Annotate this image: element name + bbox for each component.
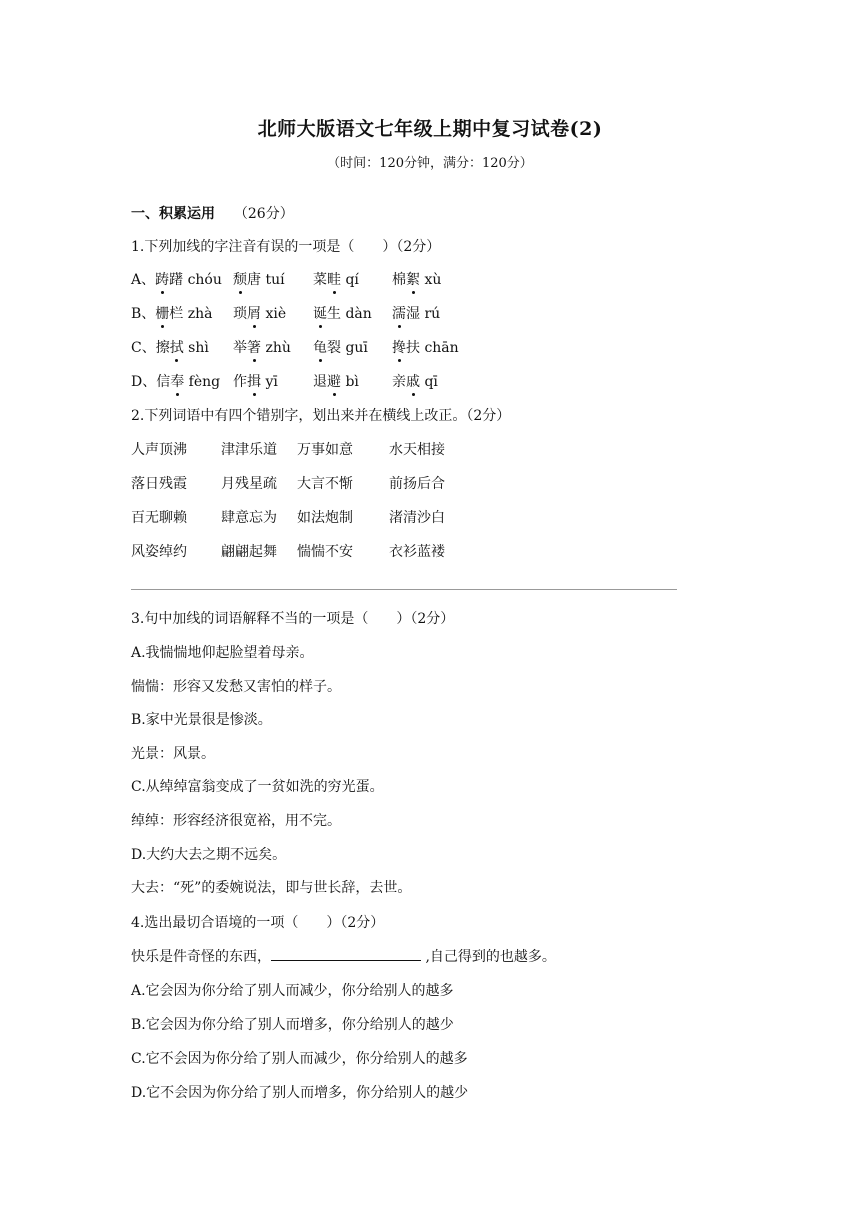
option-text: B、 [131,306,156,322]
q4-option: D.它不会因为你分给了别人而增多，你分给别人的越少 [131,1085,469,1101]
q1-option-item [313,337,368,357]
q1-option-item [313,269,359,289]
option-text: D、信 [131,374,171,390]
fill-blank [271,948,421,961]
option-text: qī [420,374,438,390]
q1-option-item [233,269,285,289]
q3-option-explanation: 光景：风景。 [131,746,215,762]
q1-option-item [392,337,459,357]
answer-line [131,589,677,590]
idiom-word: 大言不惭 [297,476,353,492]
option-text: 作 [233,374,247,390]
option-text: 菜 [313,272,327,288]
idiom-word: 如法炮制 [297,510,353,526]
idiom-word: 水天相接 [389,442,445,458]
q1-option-item [131,337,209,357]
option-text: 亲 [392,374,406,390]
q4-option: B.它会因为你分给了别人而增多，你分给别人的越少 [131,1017,454,1033]
idiom-word: 惴惴不安 [297,544,353,560]
underlined-char: 畦 [327,269,341,289]
option-text: 裂 guī [327,340,368,356]
option-text: qí [341,272,359,288]
underlined-char: 箸 [247,337,261,357]
option-text: 棉 [392,272,406,288]
q3-option-explanation: 大去：“死”的委婉说法，即与世长辞，去世。 [131,880,412,896]
idiom-word: 翩翩起舞 [221,544,277,560]
q1-option-item [392,371,438,391]
underlined-char: 戚 [406,371,420,391]
exam-time-info: （时间：120分钟，满分：120分） [327,156,533,171]
q3-option-sentence: A.我惴惴地仰起脸望着母亲。 [131,645,314,661]
section-heading [131,203,294,223]
option-text: 退 [313,374,327,390]
section-title: 一、积累运用 [131,206,215,222]
idiom-word: 渚清沙白 [389,510,445,526]
q1-option-item [131,303,213,323]
q1-option-item [313,303,372,323]
q1-option-item [313,371,359,391]
q1-option-item [131,269,222,289]
option-text: 躇 chóu [169,272,222,288]
option-text: C、擦 [131,340,170,356]
option-text: 湿 rú [406,306,441,322]
question-4-stem: 4.选出最切合语境的一项（ ）（2分） [131,915,385,931]
option-text: bì [341,374,359,390]
question-3-stem: 3.句中加线的词语解释不当的一项是（ ）（2分） [131,611,455,627]
option-text: shì [183,340,209,356]
question-4-sentence [131,946,556,966]
q3-option-sentence: D.大约大去之期不远矣。 [131,847,287,863]
option-text: 唐 tuí [247,272,285,288]
q3-option-explanation: 惴惴：形容又发愁又害怕的样子。 [131,679,341,695]
sentence-before-blank: 快乐是件奇怪的东西， [131,949,271,965]
q1-option-item [233,337,291,357]
idiom-word: 前扬后合 [389,476,445,492]
idiom-word: 月残星疏 [221,476,277,492]
option-text: 生 dàn [327,306,372,322]
option-text: xù [420,272,442,288]
question-2-stem: 2.下列词语中有四个错别字，划出来并在横线上改正。（2分） [131,408,511,424]
underlined-char: 踌 [155,269,169,289]
section-score: （26分） [233,206,294,222]
idiom-word: 肆意忘为 [221,510,277,526]
question-1-stem: 1.下列加线的字注音有误的一项是（ ）（2分） [131,239,441,255]
q4-option: A.它会因为你分给了别人而减少，你分给别人的越多 [131,983,454,999]
idiom-word: 衣衫蓝褛 [389,544,445,560]
page-title: 北师大版语文七年级上期中复习试卷(2) [257,118,603,140]
option-text: A、 [131,272,156,288]
q1-option-item [392,269,441,289]
underlined-char: 奉 [170,371,184,391]
underlined-char: 诞 [313,303,327,323]
idiom-word: 落日残霞 [131,476,187,492]
option-text: 扶 chān [406,340,459,356]
underlined-char: 栅 [155,303,169,323]
idiom-word: 人声顶沸 [131,442,187,458]
idiom-word: 津津乐道 [221,442,277,458]
underlined-char: 搀 [392,337,406,357]
option-text: yī [261,374,278,390]
q1-option-item [233,303,286,323]
q3-option-sentence: C.从绰绰富翁变成了一贫如洗的穷光蛋。 [131,779,384,795]
idiom-word: 万事如意 [297,442,353,458]
q3-option-explanation: 绰绰：形容经济很宽裕，用不完。 [131,813,341,829]
underlined-char: 屑 [247,303,261,323]
idiom-word: 风姿绰约 [131,544,187,560]
option-text: zhù [261,340,291,356]
option-text: xiè [261,306,287,322]
q3-option-sentence: B.家中光景很是惨淡。 [131,712,272,728]
q1-option-item [392,303,440,323]
underlined-char: 濡 [392,303,406,323]
underlined-char: 颓 [233,269,247,289]
option-text: 举 [233,340,247,356]
underlined-char: 拭 [170,337,184,357]
idiom-word: 百无聊赖 [131,510,187,526]
underlined-char: 避 [327,371,341,391]
underlined-char: 龟 [313,337,327,357]
option-text: fèng [184,374,221,390]
option-text: 栏 zhà [169,306,213,322]
sentence-after-blank: ,自己得到的也越多。 [421,949,556,965]
q1-option-item [233,371,278,391]
q1-option-item [131,371,220,391]
underlined-char: 揖 [247,371,261,391]
underlined-char: 絮 [406,269,420,289]
option-text: 琐 [233,306,247,322]
q4-option: C.它不会因为你分给了别人而减少，你分给别人的越多 [131,1051,468,1067]
